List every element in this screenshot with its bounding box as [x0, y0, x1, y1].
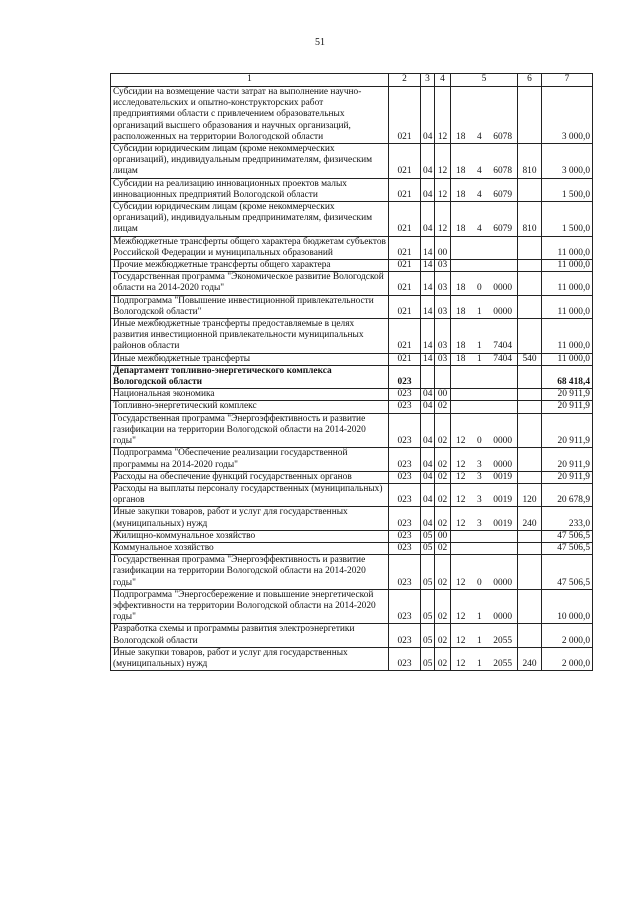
row-pr: 00	[435, 389, 451, 401]
table-row	[111, 413, 593, 448]
row-csr-subprogram: 1	[476, 341, 482, 352]
row-csr-program: 12	[456, 518, 466, 529]
row-csr-program: 12	[456, 436, 466, 447]
row-pr: 02	[435, 542, 451, 554]
row-pr: 03	[435, 272, 451, 295]
table-body	[111, 87, 593, 671]
row-vr	[518, 178, 542, 201]
row-csr-subprogram: 3	[476, 495, 482, 506]
page-number: 51	[315, 37, 325, 48]
row-gr: 021	[389, 260, 421, 272]
row-gr: 021	[389, 236, 421, 259]
row-csr	[451, 353, 518, 365]
row-name: Иные закупки товаров, работ и услуг для государственных (муниципальных) нужд	[111, 507, 389, 530]
row-csr-subprogram: 1	[476, 306, 482, 317]
row-vr: 240	[518, 507, 542, 530]
row-sum: 2 000,0	[542, 624, 593, 647]
row-sum: 11 000,0	[542, 236, 593, 259]
row-csr	[451, 507, 518, 530]
table-row	[111, 236, 593, 259]
row-vr	[518, 530, 542, 542]
row-name: Иные межбюджетные трансферты предоставляемые в целях развития инвестиционной привлекательности муниципальных районов области	[111, 319, 389, 354]
row-pr: 02	[435, 413, 451, 448]
row-rz: 05	[421, 555, 435, 590]
table-row	[111, 647, 593, 670]
row-csr-program: 18	[456, 189, 466, 200]
table-row	[111, 144, 593, 179]
row-csr	[451, 542, 518, 554]
row-csr-subprogram: 0	[476, 283, 482, 294]
row-vr	[518, 448, 542, 471]
row-name: Топливно-энергетический комплекс	[111, 401, 389, 413]
row-sum: 20 911,9	[542, 471, 593, 483]
row-csr-direction: 0000	[493, 306, 512, 317]
row-vr	[518, 260, 542, 272]
row-name: Государственная программа "Энергоэффективность и развитие газификации на территории Вологодской области на 2014-2020 годы"	[111, 413, 389, 448]
table-row	[111, 448, 593, 471]
row-gr: 023	[389, 365, 421, 388]
row-csr	[451, 295, 518, 318]
row-sum: 2 000,0	[542, 647, 593, 670]
row-name: Жилищно-коммунальное хозяйство	[111, 530, 389, 542]
row-pr: 02	[435, 555, 451, 590]
row-name: Разработка схемы и программы развития электроэнергетики Вологодской области	[111, 624, 389, 647]
row-csr-program: 18	[456, 131, 466, 142]
row-csr-direction: 0000	[493, 612, 512, 623]
row-csr	[451, 260, 518, 272]
row-csr	[451, 589, 518, 624]
row-csr-direction: 0000	[493, 459, 512, 470]
row-rz: 05	[421, 647, 435, 670]
row-name: Расходы на выплаты персоналу государственных (муниципальных) органов	[111, 483, 389, 506]
col-header-rz: 3	[421, 74, 435, 87]
row-sum: 3 000,0	[542, 87, 593, 144]
table-row	[111, 507, 593, 530]
row-name: Субсидии на реализацию инновационных проектов малых инновационных предприятий Вологодской области	[111, 178, 389, 201]
row-gr: 021	[389, 272, 421, 295]
row-csr-subprogram: 3	[476, 471, 482, 482]
row-csr-program: 12	[456, 658, 466, 669]
row-csr-direction: 6078	[493, 131, 512, 142]
header-row	[111, 74, 593, 87]
row-rz: 05	[421, 542, 435, 554]
table-row	[111, 319, 593, 354]
row-sum: 3 000,0	[542, 144, 593, 179]
row-rz: 14	[421, 272, 435, 295]
row-sum: 233,0	[542, 507, 593, 530]
row-vr: 240	[518, 647, 542, 670]
row-csr-subprogram: 3	[476, 518, 482, 529]
row-name: Межбюджетные трансферты общего характера бюджетам субъектов Российской Федерации и муниципальных образований	[111, 236, 389, 259]
row-rz: 05	[421, 624, 435, 647]
row-vr	[518, 295, 542, 318]
row-pr: 02	[435, 647, 451, 670]
row-pr: 02	[435, 589, 451, 624]
row-gr: 021	[389, 319, 421, 354]
row-gr: 021	[389, 178, 421, 201]
row-rz: 04	[421, 413, 435, 448]
row-gr: 023	[389, 542, 421, 554]
row-pr: 02	[435, 471, 451, 483]
row-rz: 05	[421, 589, 435, 624]
row-csr	[451, 530, 518, 542]
table-row	[111, 353, 593, 365]
row-rz	[421, 365, 435, 388]
row-name: Национальная экономика	[111, 389, 389, 401]
row-gr: 021	[389, 144, 421, 179]
row-csr	[451, 178, 518, 201]
row-csr	[451, 483, 518, 506]
row-vr	[518, 272, 542, 295]
table-row	[111, 542, 593, 554]
row-rz: 04	[421, 178, 435, 201]
row-gr: 023	[389, 471, 421, 483]
row-vr	[518, 589, 542, 624]
row-vr: 540	[518, 353, 542, 365]
row-csr-subprogram: 3	[476, 459, 482, 470]
row-csr-direction: 2055	[493, 635, 512, 646]
table-row	[111, 483, 593, 506]
row-rz: 04	[421, 471, 435, 483]
row-gr: 023	[389, 624, 421, 647]
row-csr-program: 18	[456, 283, 466, 294]
row-pr: 02	[435, 507, 451, 530]
row-rz: 04	[421, 202, 435, 237]
row-gr: 021	[389, 353, 421, 365]
row-csr	[451, 413, 518, 448]
row-rz: 04	[421, 483, 435, 506]
table-row	[111, 530, 593, 542]
row-csr	[451, 471, 518, 483]
col-header-csr: 5	[451, 74, 518, 87]
row-gr: 023	[389, 483, 421, 506]
col-header-name: 1	[111, 74, 389, 87]
row-gr: 023	[389, 647, 421, 670]
row-csr-program: 12	[456, 577, 466, 588]
row-pr: 03	[435, 260, 451, 272]
row-sum: 1 500,0	[542, 178, 593, 201]
row-name: Департамент топливно-энергетического комплекса Вологодской области	[111, 365, 389, 388]
row-csr-subprogram: 4	[476, 224, 482, 235]
row-sum: 11 000,0	[542, 353, 593, 365]
row-vr	[518, 87, 542, 144]
row-sum: 20 911,9	[542, 389, 593, 401]
row-csr-direction: 6078	[493, 166, 512, 177]
row-rz: 14	[421, 319, 435, 354]
row-rz: 05	[421, 530, 435, 542]
row-gr: 023	[389, 555, 421, 590]
row-csr-direction: 7404	[493, 341, 512, 352]
row-csr-direction: 6079	[493, 189, 512, 200]
row-csr-direction: 2055	[493, 658, 512, 669]
row-pr: 02	[435, 483, 451, 506]
row-gr: 021	[389, 87, 421, 144]
row-pr: 02	[435, 624, 451, 647]
table-row	[111, 202, 593, 237]
row-vr	[518, 365, 542, 388]
row-rz: 04	[421, 448, 435, 471]
row-gr: 023	[389, 530, 421, 542]
row-sum: 11 000,0	[542, 295, 593, 318]
row-vr	[518, 624, 542, 647]
row-csr-subprogram: 1	[476, 353, 482, 364]
row-csr	[451, 389, 518, 401]
row-pr	[435, 365, 451, 388]
row-vr	[518, 471, 542, 483]
row-pr: 12	[435, 144, 451, 179]
row-name: Субсидии юридическим лицам (кроме некоммерческих организаций), индивидуальным предпринимателям, физическим лицам	[111, 144, 389, 179]
row-vr: 120	[518, 483, 542, 506]
row-name: Прочие межбюджетные трансферты общего характера	[111, 260, 389, 272]
row-pr: 03	[435, 319, 451, 354]
row-gr: 023	[389, 448, 421, 471]
row-csr-subprogram: 0	[476, 577, 482, 588]
row-rz: 14	[421, 353, 435, 365]
table-row	[111, 555, 593, 590]
row-csr-direction: 0019	[493, 495, 512, 506]
row-csr	[451, 401, 518, 413]
row-gr: 023	[389, 589, 421, 624]
row-csr-subprogram: 1	[476, 658, 482, 669]
row-vr	[518, 542, 542, 554]
table-row	[111, 389, 593, 401]
row-csr-program: 18	[456, 341, 466, 352]
row-sum: 10 000,0	[542, 589, 593, 624]
table-row	[111, 178, 593, 201]
row-rz: 14	[421, 260, 435, 272]
row-csr-program: 18	[456, 353, 466, 364]
row-rz: 14	[421, 295, 435, 318]
row-csr-subprogram: 4	[476, 189, 482, 200]
row-sum: 20 911,9	[542, 401, 593, 413]
row-name: Государственная программа "Экономическое развитие Вологодской области на 2014-2020 годы"	[111, 272, 389, 295]
row-gr: 021	[389, 295, 421, 318]
row-sum: 20 911,9	[542, 413, 593, 448]
row-csr	[451, 87, 518, 144]
row-sum: 47 506,5	[542, 555, 593, 590]
row-rz: 04	[421, 389, 435, 401]
row-csr-direction: 0000	[493, 577, 512, 588]
row-csr-subprogram: 0	[476, 436, 482, 447]
row-pr: 12	[435, 87, 451, 144]
row-vr	[518, 389, 542, 401]
row-vr	[518, 319, 542, 354]
row-vr: 810	[518, 202, 542, 237]
row-sum: 11 000,0	[542, 272, 593, 295]
row-csr-direction: 0019	[493, 471, 512, 482]
row-csr	[451, 555, 518, 590]
row-name: Расходы на обеспечение функций государственных органов	[111, 471, 389, 483]
row-name: Подпрограмма "Обеспечение реализации государственной программы на 2014-2020 годы"	[111, 448, 389, 471]
row-csr-direction: 7404	[493, 353, 512, 364]
row-gr: 023	[389, 413, 421, 448]
row-vr	[518, 555, 542, 590]
row-csr-program: 18	[456, 306, 466, 317]
row-sum: 47 506,5	[542, 530, 593, 542]
row-csr-subprogram: 1	[476, 635, 482, 646]
row-csr	[451, 144, 518, 179]
table-row	[111, 295, 593, 318]
row-gr: 021	[389, 202, 421, 237]
row-pr: 12	[435, 178, 451, 201]
row-rz: 04	[421, 144, 435, 179]
row-sum: 11 000,0	[542, 319, 593, 354]
col-header-vr: 6	[518, 74, 542, 87]
row-name: Подпрограмма "Энергосбережение и повышение энергетической эффективности на территории Вологодской области на 2014-2020 годы"	[111, 589, 389, 624]
table-row	[111, 365, 593, 388]
row-csr-program: 12	[456, 612, 466, 623]
row-csr-program: 12	[456, 495, 466, 506]
row-vr	[518, 401, 542, 413]
row-pr: 00	[435, 530, 451, 542]
table-row	[111, 401, 593, 413]
row-csr-direction: 0019	[493, 518, 512, 529]
row-csr-program: 12	[456, 459, 466, 470]
row-csr	[451, 272, 518, 295]
row-pr: 00	[435, 236, 451, 259]
row-pr: 02	[435, 401, 451, 413]
row-sum: 11 000,0	[542, 260, 593, 272]
row-csr-direction: 6079	[493, 224, 512, 235]
row-vr	[518, 236, 542, 259]
table-row	[111, 589, 593, 624]
row-csr-program: 12	[456, 471, 466, 482]
table-row	[111, 272, 593, 295]
row-csr	[451, 319, 518, 354]
col-header-gr: 2	[389, 74, 421, 87]
col-header-pr: 4	[435, 74, 451, 87]
col-header-sum: 7	[542, 74, 593, 87]
row-csr	[451, 236, 518, 259]
row-csr-program: 12	[456, 635, 466, 646]
row-sum: 1 500,0	[542, 202, 593, 237]
row-name: Коммунальное хозяйство	[111, 542, 389, 554]
row-pr: 03	[435, 295, 451, 318]
row-csr	[451, 365, 518, 388]
row-csr-subprogram: 1	[476, 612, 482, 623]
table-row	[111, 624, 593, 647]
row-name: Иные межбюджетные трансферты	[111, 353, 389, 365]
row-sum: 68 418,4	[542, 365, 593, 388]
row-sum: 20 911,9	[542, 448, 593, 471]
row-vr: 810	[518, 144, 542, 179]
row-name: Государственная программа "Энергоэффективность и развитие газификации на территории Вологодской области на 2014-2020 годы"	[111, 555, 389, 590]
row-pr: 02	[435, 448, 451, 471]
row-csr-direction: 0000	[493, 436, 512, 447]
row-csr	[451, 647, 518, 670]
budget-table	[110, 73, 593, 671]
row-csr	[451, 624, 518, 647]
table-row	[111, 87, 593, 144]
row-sum: 20 678,9	[542, 483, 593, 506]
row-name: Подпрограмма "Повышение инвестиционной привлекательности Вологодской области"	[111, 295, 389, 318]
row-csr-subprogram: 4	[476, 131, 482, 142]
row-gr: 023	[389, 389, 421, 401]
table-row	[111, 471, 593, 483]
row-csr	[451, 202, 518, 237]
row-csr-direction: 0000	[493, 283, 512, 294]
table-row	[111, 260, 593, 272]
row-vr	[518, 413, 542, 448]
row-rz: 04	[421, 507, 435, 530]
row-name: Субсидии на возмещение части затрат на выполнение научно-исследовательских и опытно-конструкторских работ предприятиями области с привлечением образовательных организаций высшего образования и научных организаций, расположенных на территории Вологодской области	[111, 87, 389, 144]
row-name: Субсидии юридическим лицам (кроме некоммерческих организаций), индивидуальным предпринимателям, физическим лицам	[111, 202, 389, 237]
row-csr-subprogram: 4	[476, 166, 482, 177]
row-rz: 04	[421, 401, 435, 413]
row-csr	[451, 448, 518, 471]
row-rz: 04	[421, 87, 435, 144]
row-csr-program: 18	[456, 224, 466, 235]
row-gr: 023	[389, 401, 421, 413]
row-csr-program: 18	[456, 166, 466, 177]
row-name: Иные закупки товаров, работ и услуг для государственных (муниципальных) нужд	[111, 647, 389, 670]
row-gr: 023	[389, 507, 421, 530]
row-sum: 47 506,5	[542, 542, 593, 554]
row-pr: 12	[435, 202, 451, 237]
row-pr: 03	[435, 353, 451, 365]
row-rz: 14	[421, 236, 435, 259]
